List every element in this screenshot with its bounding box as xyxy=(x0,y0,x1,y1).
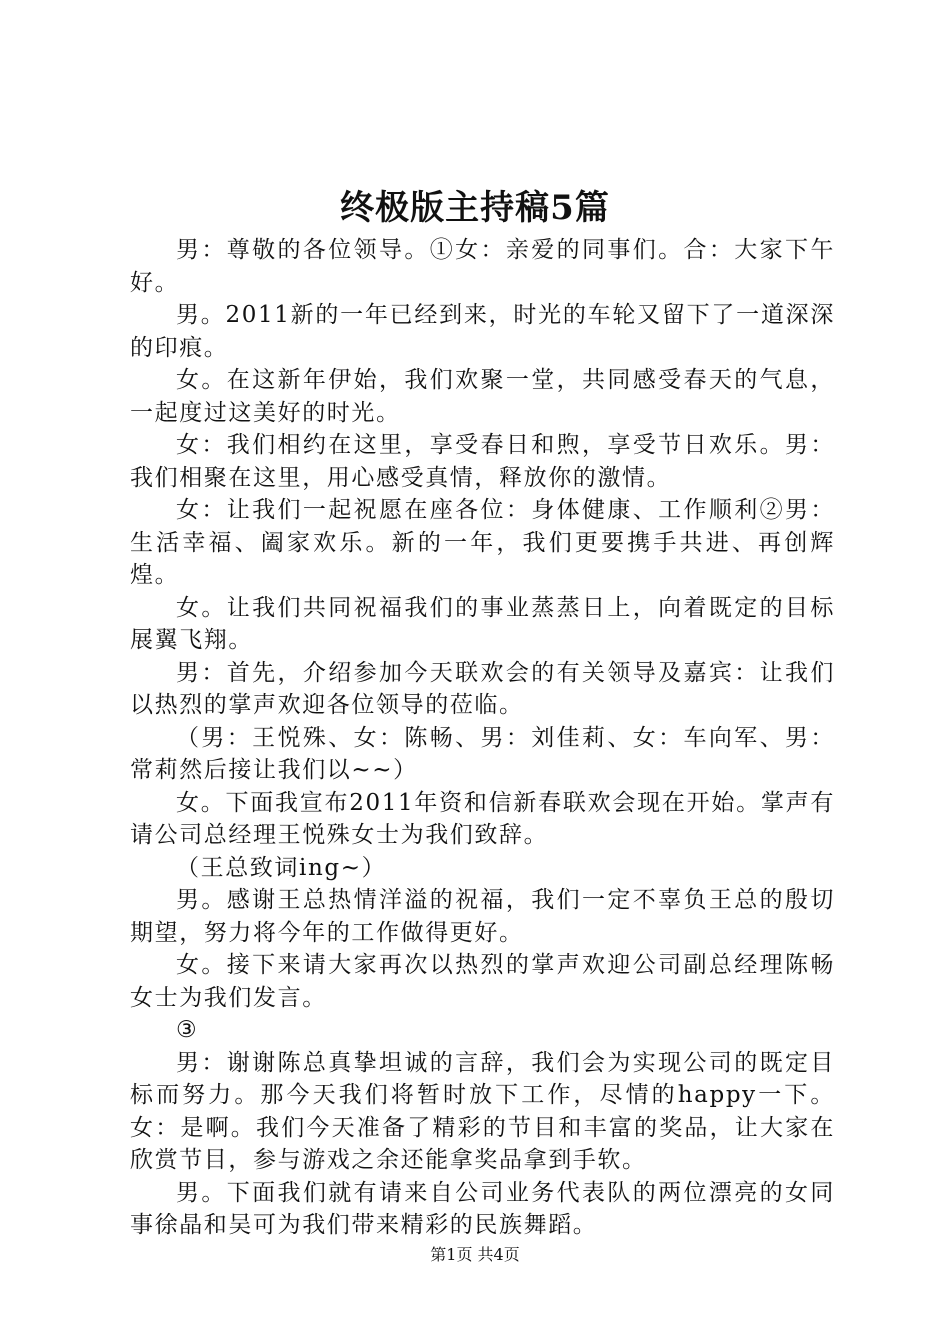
document-title: 终极版主持稿5篇 xyxy=(340,188,610,228)
paragraph: 女：让我们一起祝愿在座各位：身体健康、工作顺利②男：生活幸福、阖家欢乐。新的一年，我们更要携手共进、再创辉煌。 xyxy=(130,497,835,588)
paragraph: 女。下面我宣布2011年资和信新春联欢会现在开始。掌声有请公司总经理王悦殊女士为我们致辞。 xyxy=(130,789,835,848)
paragraph: （男：王悦殊、女：陈畅、男：刘佳莉、女：车向军、男：常莉然后接让我们以~~） xyxy=(130,724,835,783)
paragraph: 男。2011新的一年已经到来，时光的车轮又留下了一道深深的印痕。 xyxy=(130,302,835,361)
paragraph: （王总致词ing~） xyxy=(176,854,387,881)
paragraph: 女。在这新年伊始，我们欢聚一堂，共同感受春天的气息，一起度过这美好的时光。 xyxy=(130,367,835,426)
paragraph: 女。接下来请大家再次以热烈的掌声欢迎公司副总经理陈畅女士为我们发言。 xyxy=(130,952,835,1011)
paragraph: 男：谢谢陈总真挚坦诚的言辞，我们会为实现公司的既定目标而努力。那今天我们将暂时放下工作，尽情的happy一下。女：是啊。我们今天准备了精彩的节目和丰富的奖品，让大家在欣赏节目，参与游戏之余还能拿奖品拿到手软。 xyxy=(130,1049,835,1173)
paragraph: 男：首先，介绍参加今天联欢会的有关领导及嘉宾：让我们以热烈的掌声欢迎各位领导的莅临。 xyxy=(130,659,835,718)
paragraph: 女。让我们共同祝福我们的事业蒸蒸日上，向着既定的目标展翼飞翔。 xyxy=(130,594,835,653)
page-footer: 第1页 共4页 xyxy=(430,1245,520,1264)
paragraph: 女：我们相约在这里，享受春日和煦，享受节日欢乐。男：我们相聚在这里，用心感受真情，释放你的激情。 xyxy=(130,432,835,491)
paragraph: 男：尊敬的各位领导。①女：亲爱的同事们。合：大家下午好。 xyxy=(130,237,835,296)
paragraph: 男。下面我们就有请来自公司业务代表队的两位漂亮的女同事徐晶和吴可为我们带来精彩的民族舞蹈。 xyxy=(130,1179,835,1238)
paragraph: 男。感谢王总热情洋溢的祝福，我们一定不辜负王总的殷切期望，努力将今年的工作做得更好。 xyxy=(130,887,835,946)
document-body xyxy=(130,234,835,1242)
paragraph: ③ xyxy=(176,1017,199,1043)
